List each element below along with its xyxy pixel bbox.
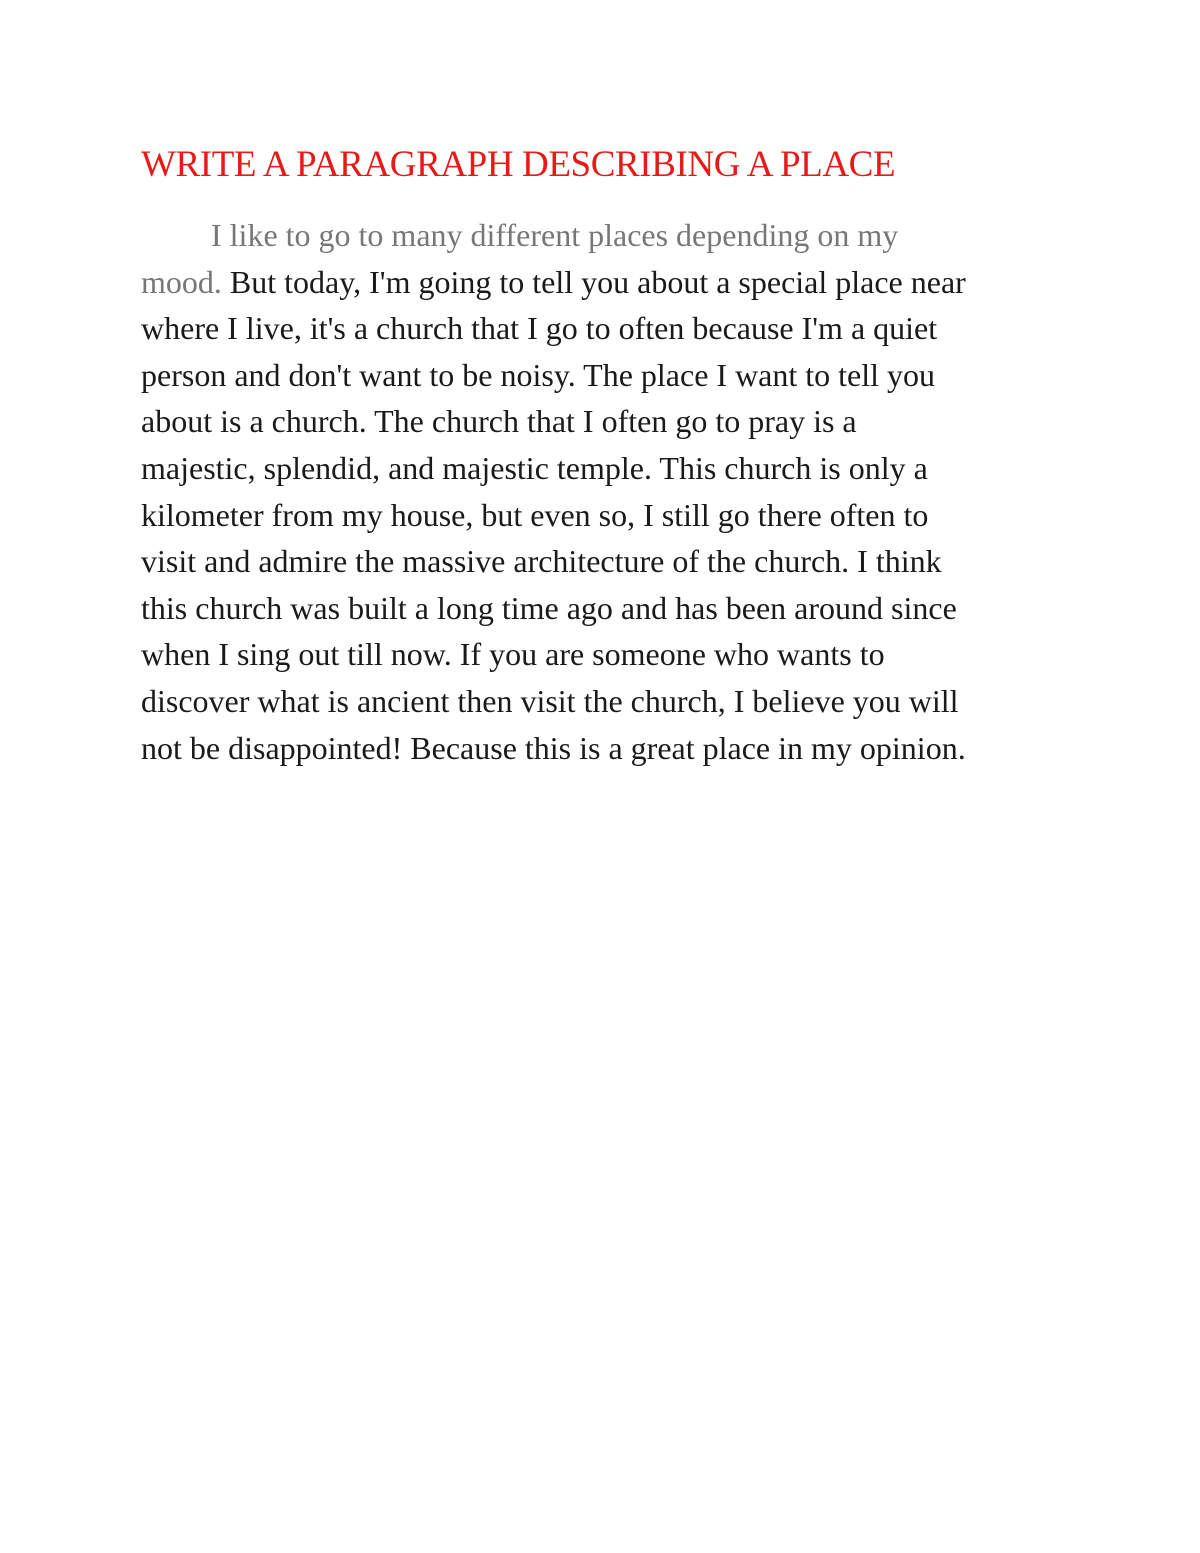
paragraph-line-2-rest: But today, I'm going to tell you about a special place near — [221, 263, 966, 300]
paragraph-line-1: I like to go to many different places depending on my — [211, 217, 899, 253]
body-paragraph — [141, 212, 1081, 771]
intro-fragment: mood. — [141, 263, 222, 300]
paragraph-line-7: kilometer from my house, but even so, I still go there often to — [141, 496, 929, 533]
paragraph-line-4: person and don't want to be noisy. The place I want to tell you — [141, 356, 936, 393]
paragraph-line-3: where I live, it's a church that I go to often because I'm a quiet — [141, 310, 938, 347]
document-title: WRITE A PARAGRAPH DESCRIBING A PLACE — [141, 144, 896, 185]
paragraph-line-2 — [141, 259, 1081, 306]
paragraph-line-10: when I sing out till now. If you are someone who wants to — [141, 636, 885, 673]
paragraph-line-12: not be disappointed! Because this is a great place in my opinion. — [141, 729, 966, 766]
paragraph-line-8: visit and admire the massive architecture of the church. I think — [141, 543, 942, 580]
paragraph-line-11: discover what is ancient then visit the church, I believe you will — [141, 682, 959, 719]
paragraph-line-6: majestic, splendid, and majestic temple. This church is only a — [141, 449, 928, 486]
paragraph-line-5: about is a church. The church that I often go to pray is a — [141, 403, 857, 440]
paragraph-line-9: this church was built a long time ago and has been around since — [141, 589, 957, 626]
